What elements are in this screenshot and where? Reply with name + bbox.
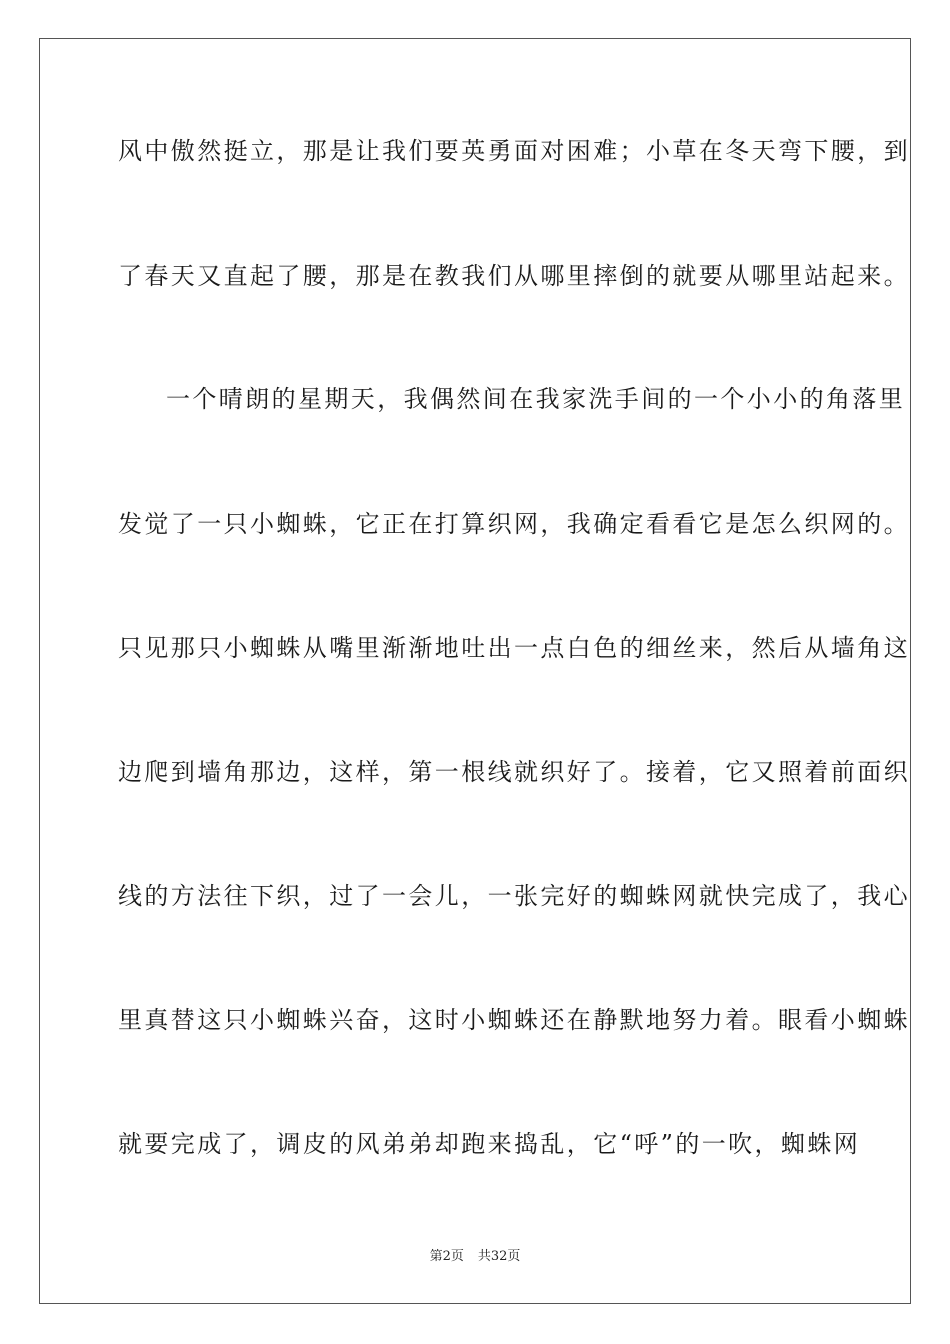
text-line-5: 只见那只小蜘蛛从嘴里渐渐地吐出一点白色的细丝来，然后从墙角这 (118, 634, 910, 662)
text-line-1: 风中傲然挺立，那是让我们要英勇面对困难；小草在冬天弯下腰，到 (118, 137, 910, 165)
page-number: 第2页 (429, 1249, 464, 1264)
total-pages: 共32页 (477, 1249, 521, 1264)
text-line-2: 了春天又直起了腰，那是在教我们从哪里摔倒的就要从哪里站起来。 (118, 262, 910, 290)
text-line-8: 里真替这只小蜘蛛兴奋，这时小蜘蛛还在静默地努力着。眼看小蜘蛛 (118, 1006, 910, 1034)
page-border (39, 38, 911, 1304)
text-line-9: 就要完成了，调皮的风弟弟却跑来捣乱，它“呼”的一吹，蜘蛛网 (118, 1130, 861, 1158)
text-line-7: 线的方法往下织，过了一会儿，一张完好的蜘蛛网就快完成了，我心 (118, 882, 910, 910)
text-line-3-paragraph-start: 一个晴朗的星期天，我偶然间在我家洗手间的一个小小的角落里 (166, 385, 906, 413)
text-line-6: 边爬到墙角那边，这样，第一根线就织好了。接着，它又照着前面织 (118, 758, 910, 786)
page-footer (0, 1248, 950, 1266)
text-line-4: 发觉了一只小蜘蛛，它正在打算织网，我确定看看它是怎么织网的。 (118, 510, 910, 538)
